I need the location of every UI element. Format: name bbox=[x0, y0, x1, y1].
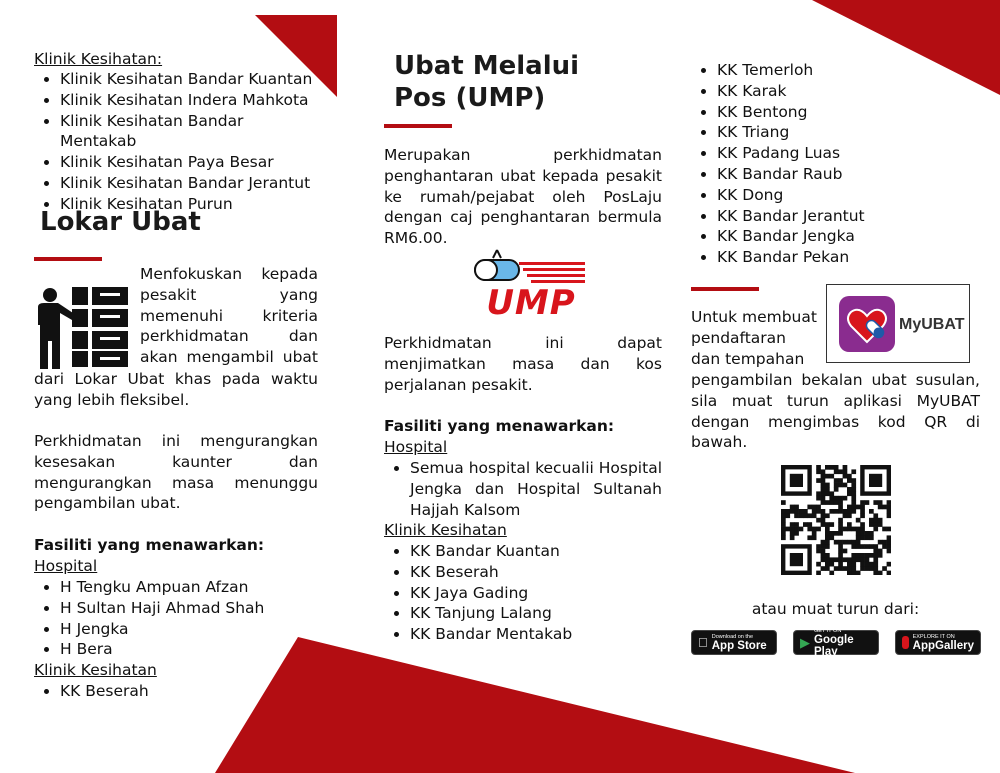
list-item: • KK Karak bbox=[717, 81, 865, 102]
list-item: • Klinik Kesihatan Bandar Mentakab bbox=[60, 111, 318, 153]
intro-text-rest: dari Lokar Ubat khas pada waktu yang lebih fleksibel. bbox=[34, 370, 318, 409]
clinic-label: Klinik Kesihatan bbox=[384, 521, 507, 539]
clinic-list bbox=[691, 60, 865, 268]
accent-bar bbox=[691, 287, 759, 291]
facilities-heading: Fasiliti yang menawarkan: bbox=[384, 417, 615, 435]
list-item: • Semua hospital kecualii Hospital Jengka dan Hospital Sultanah Hajjah Kalsom bbox=[410, 458, 662, 520]
section-title-lokar-ubat: Lokar Ubat bbox=[40, 207, 201, 237]
myubat-app-name: MyUBAT bbox=[899, 316, 965, 333]
list-item: • Klinik Kesihatan Indera Mahkota bbox=[60, 90, 318, 111]
download-text: atau muat turun dari: bbox=[751, 600, 920, 618]
list-item: • KK Temerloh bbox=[717, 60, 865, 81]
list-item: • KK Triang bbox=[717, 122, 865, 143]
list-item: • KK Bandar Kuantan bbox=[410, 541, 572, 562]
hospital-label: Hospital bbox=[34, 557, 98, 575]
play-icon: ▶ bbox=[800, 634, 810, 650]
benefit-paragraph: Perkhidmatan ini dapat menjimatkan masa dan kos perjalanan pesakit. bbox=[384, 334, 662, 394]
description-paragraph: Merupakan perkhidmatan penghantaran ubat kepada pesakit ke rumah/pejabat oleh PosLaju dengan caj penghantaran bermula RM6.00. bbox=[384, 146, 662, 248]
facilities-heading: Fasiliti yang menawarkan: bbox=[34, 536, 265, 554]
list-item: • KK Bentong bbox=[717, 102, 865, 123]
list-item: • KK Bandar Mentakab bbox=[410, 624, 572, 645]
app-instructions: pengambilan bekalan ubat susulan, sila muat turun aplikasi MyUBAT dengan mengimbas kod QR di bawah. bbox=[691, 371, 980, 452]
google-play-button[interactable]: ▶ GET IT ON Google Play bbox=[793, 630, 879, 655]
myubat-app-icon bbox=[839, 296, 895, 352]
list-item: • H Jengka bbox=[60, 619, 264, 640]
apple-icon bbox=[698, 635, 708, 650]
list-item: • KK Bandar Jerantut bbox=[717, 206, 865, 227]
clinics-heading: Klinik Kesihatan: bbox=[34, 50, 163, 68]
accent-bar bbox=[34, 257, 102, 261]
list-item: • KK Padang Luas bbox=[717, 143, 865, 164]
intro-text: Menfokuskan kepada pesakit yang memenuhi kriteria perkhidmatan dan akan mengambil ubat bbox=[140, 265, 318, 367]
list-item: • Klinik Kesihatan Purun bbox=[60, 194, 318, 215]
list-item: • KK Beserah bbox=[60, 681, 149, 702]
section-title-ump: Ubat Melalui Pos (UMP) bbox=[394, 51, 580, 113]
ump-logo-text: UMP bbox=[486, 283, 576, 323]
app-store-button[interactable]: Download on the App Store bbox=[691, 630, 777, 655]
list-item: • KK Jaya Gading bbox=[410, 583, 572, 604]
clinic-list bbox=[34, 69, 318, 215]
list-item: • KK Bandar Raub bbox=[717, 164, 865, 185]
huawei-icon bbox=[902, 636, 909, 649]
hospital-list bbox=[384, 458, 662, 520]
qr-code[interactable] bbox=[781, 465, 891, 575]
hospital-label: Hospital bbox=[384, 438, 448, 456]
clinic-list bbox=[384, 541, 572, 645]
hospital-list bbox=[34, 577, 264, 660]
accent-bar bbox=[384, 124, 452, 128]
list-item: • KK Beserah bbox=[410, 562, 572, 583]
list-item: • Klinik Kesihatan Bandar Kuantan bbox=[60, 69, 318, 90]
locker-presenter-icon bbox=[36, 285, 130, 369]
heart-pill-icon bbox=[839, 296, 895, 352]
list-item: • KK Dong bbox=[717, 185, 865, 206]
list-item: • KK Tanjung Lalang bbox=[410, 603, 572, 624]
clinic-label: Klinik Kesihatan bbox=[34, 661, 157, 679]
ump-logo bbox=[473, 248, 589, 324]
list-item: • KK Bandar Jengka bbox=[717, 226, 865, 247]
list-item: • H Bera bbox=[60, 639, 264, 660]
description-paragraph: Perkhidmatan ini mengurangkan kesesakan kaunter dan mengurangkan masa menunggu pengambilan ubat. bbox=[34, 432, 318, 513]
app-gallery-button[interactable]: EXPLORE IT ON AppGallery bbox=[895, 630, 981, 655]
list-item: • Klinik Kesihatan Bandar Jerantut bbox=[60, 173, 318, 194]
clinic-list-2 bbox=[34, 681, 149, 702]
list-item: • H Sultan Haji Ahmad Shah bbox=[60, 598, 264, 619]
list-item: • H Tengku Ampuan Afzan bbox=[60, 577, 264, 598]
list-item: • KK Bandar Pekan bbox=[717, 247, 865, 268]
myubat-logo-box bbox=[826, 284, 970, 363]
app-intro: Untuk membuat pendaftaran dan tempahan bbox=[691, 308, 817, 368]
list-item: • Klinik Kesihatan Paya Besar bbox=[60, 152, 318, 173]
